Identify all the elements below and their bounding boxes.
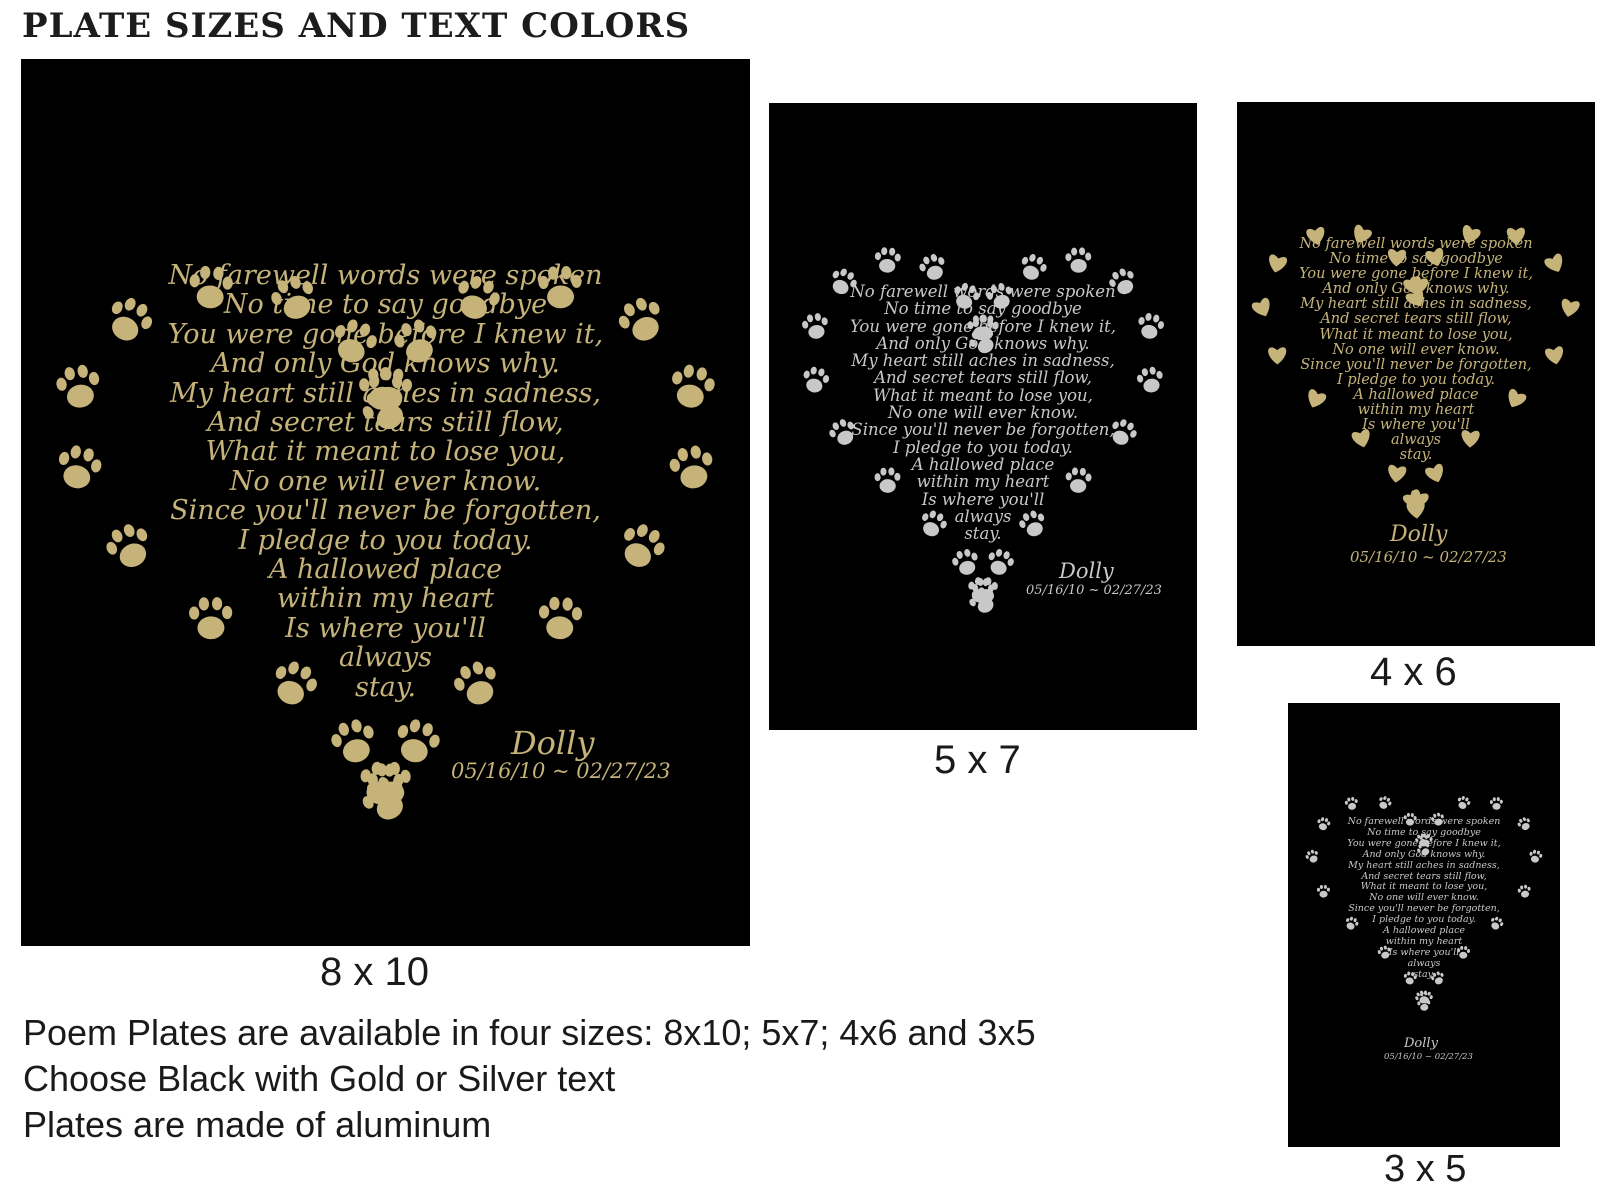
poem-line: stay.: [964, 524, 1002, 544]
poem-line: No one will ever know.: [229, 465, 542, 497]
poem-line: And only God knows why.: [876, 333, 1090, 353]
pet-dates: 05/16/10 ~ 02/27/23: [1384, 1052, 1473, 1062]
pet-dates: 05/16/10 ~ 02/27/23: [1026, 583, 1162, 598]
poem-line: And secret tears still flow,: [207, 407, 564, 439]
poem-line: Is where you'll: [921, 489, 1045, 509]
poem-line: No one will ever know.: [1369, 892, 1479, 904]
plate-4x6: [1237, 102, 1595, 646]
poem-line: stay.: [1413, 968, 1435, 980]
poem-line: within my heart: [1357, 402, 1475, 419]
poem-line: I pledge to you today.: [238, 524, 533, 556]
poem-line: And secret tears still flow,: [1361, 870, 1487, 882]
paw-print-icon: [390, 715, 444, 768]
poem-line: within my heart: [1385, 935, 1463, 947]
poem-line: And secret tears still flow,: [874, 368, 1092, 388]
poem-line: My heart still aches in sadness,: [851, 351, 1115, 371]
size-label-5x7: 5 x 7: [934, 738, 1021, 782]
paw-print-icon: [984, 546, 1016, 578]
poem-line: You were gone before I knew it,: [1347, 837, 1501, 849]
poem-line: My heart still aches in sadness,: [1348, 859, 1500, 871]
poem-line: My heart still aches in sadness,: [169, 377, 601, 409]
poem-line: No farewell words were spoken: [1299, 236, 1533, 252]
paw-print-icon: [1376, 794, 1393, 811]
pet-name: Dolly: [1390, 522, 1448, 547]
poem-line: And only God knows why.: [1362, 848, 1486, 860]
poem-line: What it meant to lose you,: [1319, 326, 1513, 343]
poem-line: No farewell words were spoken: [1347, 816, 1501, 827]
paw-print-icon: [328, 716, 381, 768]
pet-name: Dolly: [1404, 1036, 1438, 1051]
paw-print-icon: [1016, 251, 1049, 284]
poem-line: No time to say goodbye: [884, 299, 1082, 319]
info-line: Choose Black with Gold or Silver text: [23, 1058, 616, 1099]
poem-line: No time to say goodbye: [1329, 251, 1503, 268]
poem-line: always: [1391, 432, 1441, 449]
poem-line: No one will ever know.: [887, 403, 1079, 423]
poem-line: And only God knows why.: [211, 348, 560, 380]
poem-text: [1288, 817, 1560, 981]
poem-line: A hallowed place: [268, 554, 503, 586]
size-label-8x10: 8 x 10: [320, 950, 429, 994]
poem-line: always: [1407, 957, 1441, 969]
poem-line: I pledge to you today.: [1337, 371, 1495, 388]
poem-line: No farewell words were spoken: [168, 260, 603, 291]
poem-line: always: [954, 506, 1012, 526]
poem-line: Is where you'll: [1388, 946, 1460, 958]
poem-line: Since you'll never be forgotten,: [851, 420, 1115, 440]
poem-line: What it meant to lose you,: [1360, 881, 1488, 893]
paw-print-icon: [1455, 795, 1472, 811]
paw-print-icon: [1490, 797, 1503, 810]
info-line: Plates are made of aluminum: [23, 1104, 492, 1145]
plate-3x5: [1288, 703, 1560, 1147]
pet-dates: 05/16/10 ~ 02/27/23: [1350, 548, 1507, 566]
poem-line: Is where you'll: [285, 612, 486, 644]
poem-line: And secret tears still flow,: [1320, 311, 1512, 328]
paw-print-icon: [950, 547, 982, 578]
poem-line: always: [338, 642, 433, 674]
pet-dates: 05/16/10 ~ 02/27/23: [451, 759, 671, 783]
poem-line: I pledge to you today.: [1372, 914, 1476, 926]
poem-line: Since you'll never be forgotten,: [170, 495, 601, 527]
paw-print-icon: [1065, 247, 1092, 273]
poem-line: I pledge to you today.: [893, 437, 1073, 457]
poem-line: What it meant to lose you,: [205, 436, 566, 468]
plate-8x10: [21, 59, 750, 946]
paw-print-icon: [917, 251, 950, 283]
poem-line: You were gone before I knew it,: [1299, 266, 1533, 283]
page-title: PLATE SIZES AND TEXT COLORS: [22, 6, 691, 46]
poem-line: stay.: [1399, 447, 1433, 464]
poem-line: You were gone before I knew it,: [849, 316, 1117, 336]
paw-print-icon: [1344, 796, 1359, 811]
poem-line: You were gone before I knew it,: [167, 318, 604, 350]
poem-line: No time to say goodbye: [223, 289, 548, 321]
heart-icon: [1386, 464, 1406, 484]
poem-line: within my heart: [916, 472, 1050, 492]
poem-line: No time to say goodbye: [1367, 826, 1481, 838]
poem-line: No farewell words were spoken: [850, 282, 1116, 301]
poem-text: [1237, 237, 1595, 463]
poem-line: A hallowed place: [1382, 925, 1466, 937]
plate-5x7: [769, 103, 1197, 730]
size-label-3x5: 3 x 5: [1384, 1148, 1467, 1190]
poem-line: No one will ever know.: [1332, 341, 1500, 358]
poem-line: Since you'll never be forgotten,: [1300, 356, 1532, 373]
size-label-4x6: 4 x 6: [1370, 650, 1457, 694]
info-line: Poem Plates are available in four sizes: 8x10; 5x7; 4x6 and 3x5: [23, 1012, 1036, 1053]
poem-line: A hallowed place: [911, 454, 1055, 474]
poem-line: within my heart: [276, 583, 495, 615]
poem-line: Is where you'll: [1362, 417, 1470, 434]
poem-line: stay.: [354, 671, 417, 703]
poem-line: And only God knows why.: [1322, 281, 1510, 298]
poem-line: My heart still aches in sadness,: [1300, 296, 1532, 313]
paw-print-icon: [874, 247, 902, 274]
info-text: [23, 1010, 1036, 1148]
pet-name: Dolly: [1059, 559, 1114, 583]
poem-line: What it meant to lose you,: [873, 385, 1093, 405]
poem-text: [769, 283, 1197, 542]
heart-icon: [1424, 463, 1447, 485]
poem-line: A hallowed place: [1353, 386, 1479, 403]
poem-line: Since you'll never be forgotten,: [1348, 903, 1500, 915]
pet-name: Dolly: [511, 724, 595, 762]
poem-text: [21, 261, 750, 702]
